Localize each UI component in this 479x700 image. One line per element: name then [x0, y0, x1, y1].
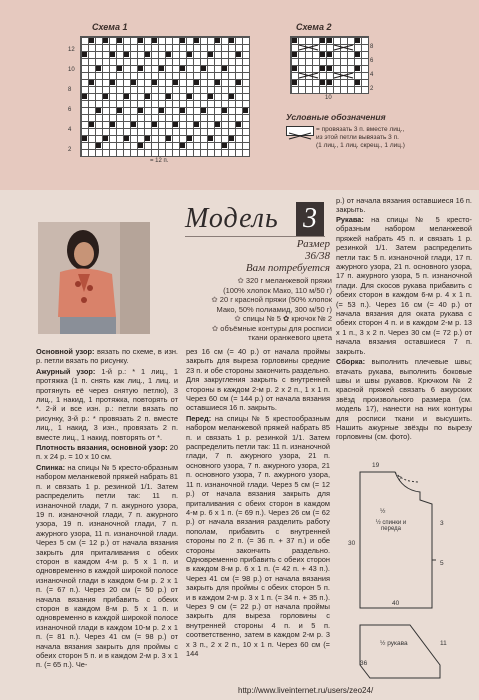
material-item: Мако, 50% полиамид, 300 м/50 г)	[216, 304, 332, 314]
model-photo	[38, 222, 150, 334]
model-number: 3	[296, 202, 324, 236]
schema2-label: Схема 2	[296, 22, 332, 32]
schema2-marks	[291, 37, 368, 93]
row-number: 4	[370, 72, 374, 78]
paragraph-back-cont	[186, 347, 330, 413]
legend-line: из этой петли вывязать 3 п.	[316, 134, 399, 141]
section-text: на спицы № 5 кресто-образным набором меланжевой пряжей набрать 81 п. и связать 1 р. резинкой 1/1. Затем распределить петли так: 11 п. изнаночной глади, 7 п. ажурного узора, 19 п. изнаночной глади, 7 п. ажурного узора, 19 п. изнаночной глади, 7 п. ажурного узора, 11 п. изнаночной глади. Через 5 см (= 12 р.) от начала вязания закрыть для приталивания с обеих сторон в каждом 4-м р. 5 х 1 п. и одновременно в каждой широкой полосе изнаночной глади в каждом 6-м р. 2 х 1 п. (= 67 п.). Через 20 см (= 50 р.) от начала вязания прибавить с обеих сторон в каждом 8-м р. 5 х 1 п. и одновременно в каждой широкой полосе изнаночной глади в каждом 10-м р. 2 х 1 п. (= 81 п.). Через 41 см (= 98 р.) от начала вязания закрыть для проймы с обеих сторон 5 п. и в каждом 2-м р. 3 х 1 п. (= 65 п.). Че-	[36, 462, 178, 670]
material-text: спицы № 5 ✿ крючок № 2	[242, 314, 332, 323]
column-1	[36, 347, 178, 671]
row-number: 2	[68, 147, 72, 153]
section-heading: Сборка:	[336, 357, 366, 367]
paragraph-main-pattern	[36, 347, 178, 366]
schematic-sleeve-36: 36	[360, 660, 368, 667]
paragraph-front	[186, 414, 330, 659]
col3-continuation	[336, 196, 472, 216]
section-text: выполнить плечевые швы; втачать рукава, выполнить боковые швы и швы рукавов. Крючком № 2 красной пряжей связать 6 ажурских звёзд произвольного размера (см. модель 17), нанести на них контуры для росписи ткани и высушить. Нашить ажурные звёзды по вырезу горловины (см. фото).	[336, 357, 472, 442]
schema1-row-numbers	[68, 40, 78, 160]
material-item: (100% хлопок Мако, 110 м/50 г)	[223, 285, 332, 295]
materials-list	[160, 276, 332, 343]
section-heading: Спинка:	[36, 462, 66, 472]
flower-icon: ✿	[237, 276, 244, 285]
size-value: 36/38	[304, 250, 330, 262]
row-number: 8	[68, 87, 72, 93]
material-text: 320 г меланжевой пряжи	[245, 276, 332, 285]
row-number: 6	[68, 107, 72, 113]
section-text: вязать по схеме, в изн. р. петли вязать по рисунку.	[36, 347, 178, 366]
section-text: рез 16 см (= 40 р.) от начала проймы закрыть для выреза горловины средние 23 п. и обе стороны закончить раздельно. Для закругления закрыть с внутренней стороны в каждом 2-м р. 2 х 2 п., 1 х 1 п. Через 60 см (= 144 р.) от начала вязания оставшиеся 16 п. закрыть.	[186, 347, 330, 413]
section-heading: Плотность вязания, основной узор:	[36, 443, 168, 453]
need-label: Вам потребуется	[245, 262, 330, 274]
material-item	[160, 314, 332, 324]
schematic-drawing	[340, 460, 470, 680]
schematic-label-19: 19	[372, 462, 380, 469]
row-number: 8	[370, 44, 374, 50]
legend-text	[316, 126, 476, 150]
size-label: Размер	[296, 238, 330, 250]
material-item: ткани оранжевого цвета	[248, 333, 332, 342]
material-item	[160, 276, 332, 286]
flower-icon: ✿	[211, 323, 219, 333]
schematic-label-half: ½	[380, 508, 386, 515]
footer-url[interactable]: http://www.liveinternet.ru/users/zeo24/	[238, 686, 374, 695]
title-divider	[185, 236, 325, 237]
schema1-chart	[80, 36, 250, 157]
row-number: 2	[370, 86, 374, 92]
section-text: на спицы № 5 крестообразным набором меланжевой пряжей набрать 85 п. и связать 1 р. резинкой 1/1. Затем распределить петли так: 11 п. изнаночной глади, 7 п. ажурного узора, 21 п. основного узора, 7 п. ажурного узора, 21 п. основного узора, 7 п. ажурного узора, 11 п. изнаночной глади. Через 5 см (= 12 р.) от начала вязания закрыть для приталивания с обеих сторон в каждом 4-м р. 6 х 1 п. (= 69 п.). Через 26 см (= 62 р.) от начала вязания разделить работу пополам, прибавить с внутренней стороны по 2 п. (= 36 п. + 37 п.) и обе стороны закончить раздельно. Одновременно прибавить с обеих сторон в каждом 8-м р. 6 х 1 п. (= 42 п. + 43 п.). Через 41 см (= 98 р.) от начала вязания закрыть для проймы с обеих сторон 5 п. и в каждом 2-м р. 3 х 1 п. (= 34 п. + 35 п.). Через 9 см (= 22 р.) от начала проймы закрыть для выреза горловины с внутренней стороны 4 п. и 5 п. соответственно, затем в каждом 2-м р. 3 х 3 п., 2 х 2 п., 10 х 1 п. Через 60 см (= 144	[186, 413, 330, 658]
schematic-sleeve-label: ½ рукава	[380, 640, 408, 647]
row-number: 4	[68, 127, 72, 133]
legend-line: (1 лиц., 1 лиц. скрещ., 1 лиц.)	[316, 142, 405, 149]
section-text: 20 п. x 24 р. = 10 x 10 см.	[36, 443, 178, 462]
section-heading: Ажурный узор:	[36, 366, 96, 376]
photo-illustration	[38, 222, 150, 334]
schematic-sleeve-11: 11	[440, 640, 447, 647]
legend-line: = провязать 3 п. вместе лиц.,	[316, 126, 405, 133]
column-2	[186, 347, 330, 659]
cross-stitch-icon	[286, 126, 314, 136]
schematic-label-5: 5	[440, 560, 444, 567]
material-item	[160, 295, 332, 305]
schematic-label-piece: ½ спинки и переда	[375, 520, 407, 532]
schematic-label-40: 40	[392, 600, 400, 607]
schema2-chart	[290, 36, 369, 94]
row-number: 6	[370, 58, 374, 64]
section-text: 1-й р.: * 1 лиц., 1 протяжка (1 п. снять как лиц., 1 лиц. и протянуть её через снятую петлю), 3 лиц., 1 накид, 1 протяжка, повторять от *. 2-й и все изн. р.: петли вязать по рисунку, 3-й р.: * провязать 2 п. вместе лиц., 1 накид, 3 изн., провязать 2 п. вместе лиц., 1 накид, повторять от *.	[36, 366, 178, 442]
section-heading: Перед:	[186, 413, 212, 423]
material-item	[160, 324, 332, 334]
garment-schematic	[340, 460, 470, 680]
schema2-row-numbers	[370, 40, 373, 96]
schema2-repeat: 10	[325, 95, 332, 101]
model-title-block	[185, 203, 279, 235]
row-number: 12	[68, 47, 75, 53]
material-text: 20 г красной пряжи (50% хлопок	[219, 295, 332, 304]
legend-title: Условные обозначения	[286, 112, 386, 122]
row-number: 10	[68, 67, 75, 73]
paragraph-lace-pattern	[36, 367, 178, 442]
material-text: объёмные контуры для росписи	[220, 323, 332, 333]
schema1-label: Схема 1	[92, 22, 128, 32]
schema1-marks	[81, 37, 249, 156]
paragraph-assembly	[336, 357, 472, 442]
schema1-repeat: = 12 п.	[150, 158, 169, 164]
paragraph-density	[36, 443, 178, 462]
flower-icon: ✿	[211, 295, 218, 304]
section-text: на спицы № 5 кресто-образным набором меланжевой пряжей набрать 45 п. и связать 1 р. резинкой 1/1. Затем распределить петли так: 5 п. изнаночной глади, 17 п. ажурного узора, 21 п. основного узора, 17 п. ажурного узора, 5 п. изнаночной глади. Для скосов рукава прибавить с обеих сторон в каждом 6-м р. 4 х 1 п. (= 53 п.). Через 16 см (= 40 р.) от начала вязания для оката рукава с обеих сторон 4 п. и в каждом 2-м р. 13 х 1 п., 3 х 2 п. Через 30 см (= 72 р.) от начала вязания оставшиеся 7 п. закрыть.	[336, 215, 472, 356]
model-title: Модель	[185, 203, 279, 234]
paragraph-back	[36, 463, 178, 670]
schematic-label-7: 7	[398, 476, 402, 483]
column-3	[336, 215, 472, 443]
section-heading: Основной узор:	[36, 347, 95, 356]
paragraph: р.) от начала вязания оставшиеся 16 п. закрыть.	[336, 196, 472, 215]
flower-icon: ✿	[234, 314, 241, 323]
paragraph-sleeves	[336, 215, 472, 356]
section-heading: Рукава:	[336, 215, 364, 224]
schematic-label-30: 30	[348, 540, 356, 547]
cross-stitch-symbol	[287, 132, 313, 140]
schematic-label-3: 3	[440, 520, 444, 527]
